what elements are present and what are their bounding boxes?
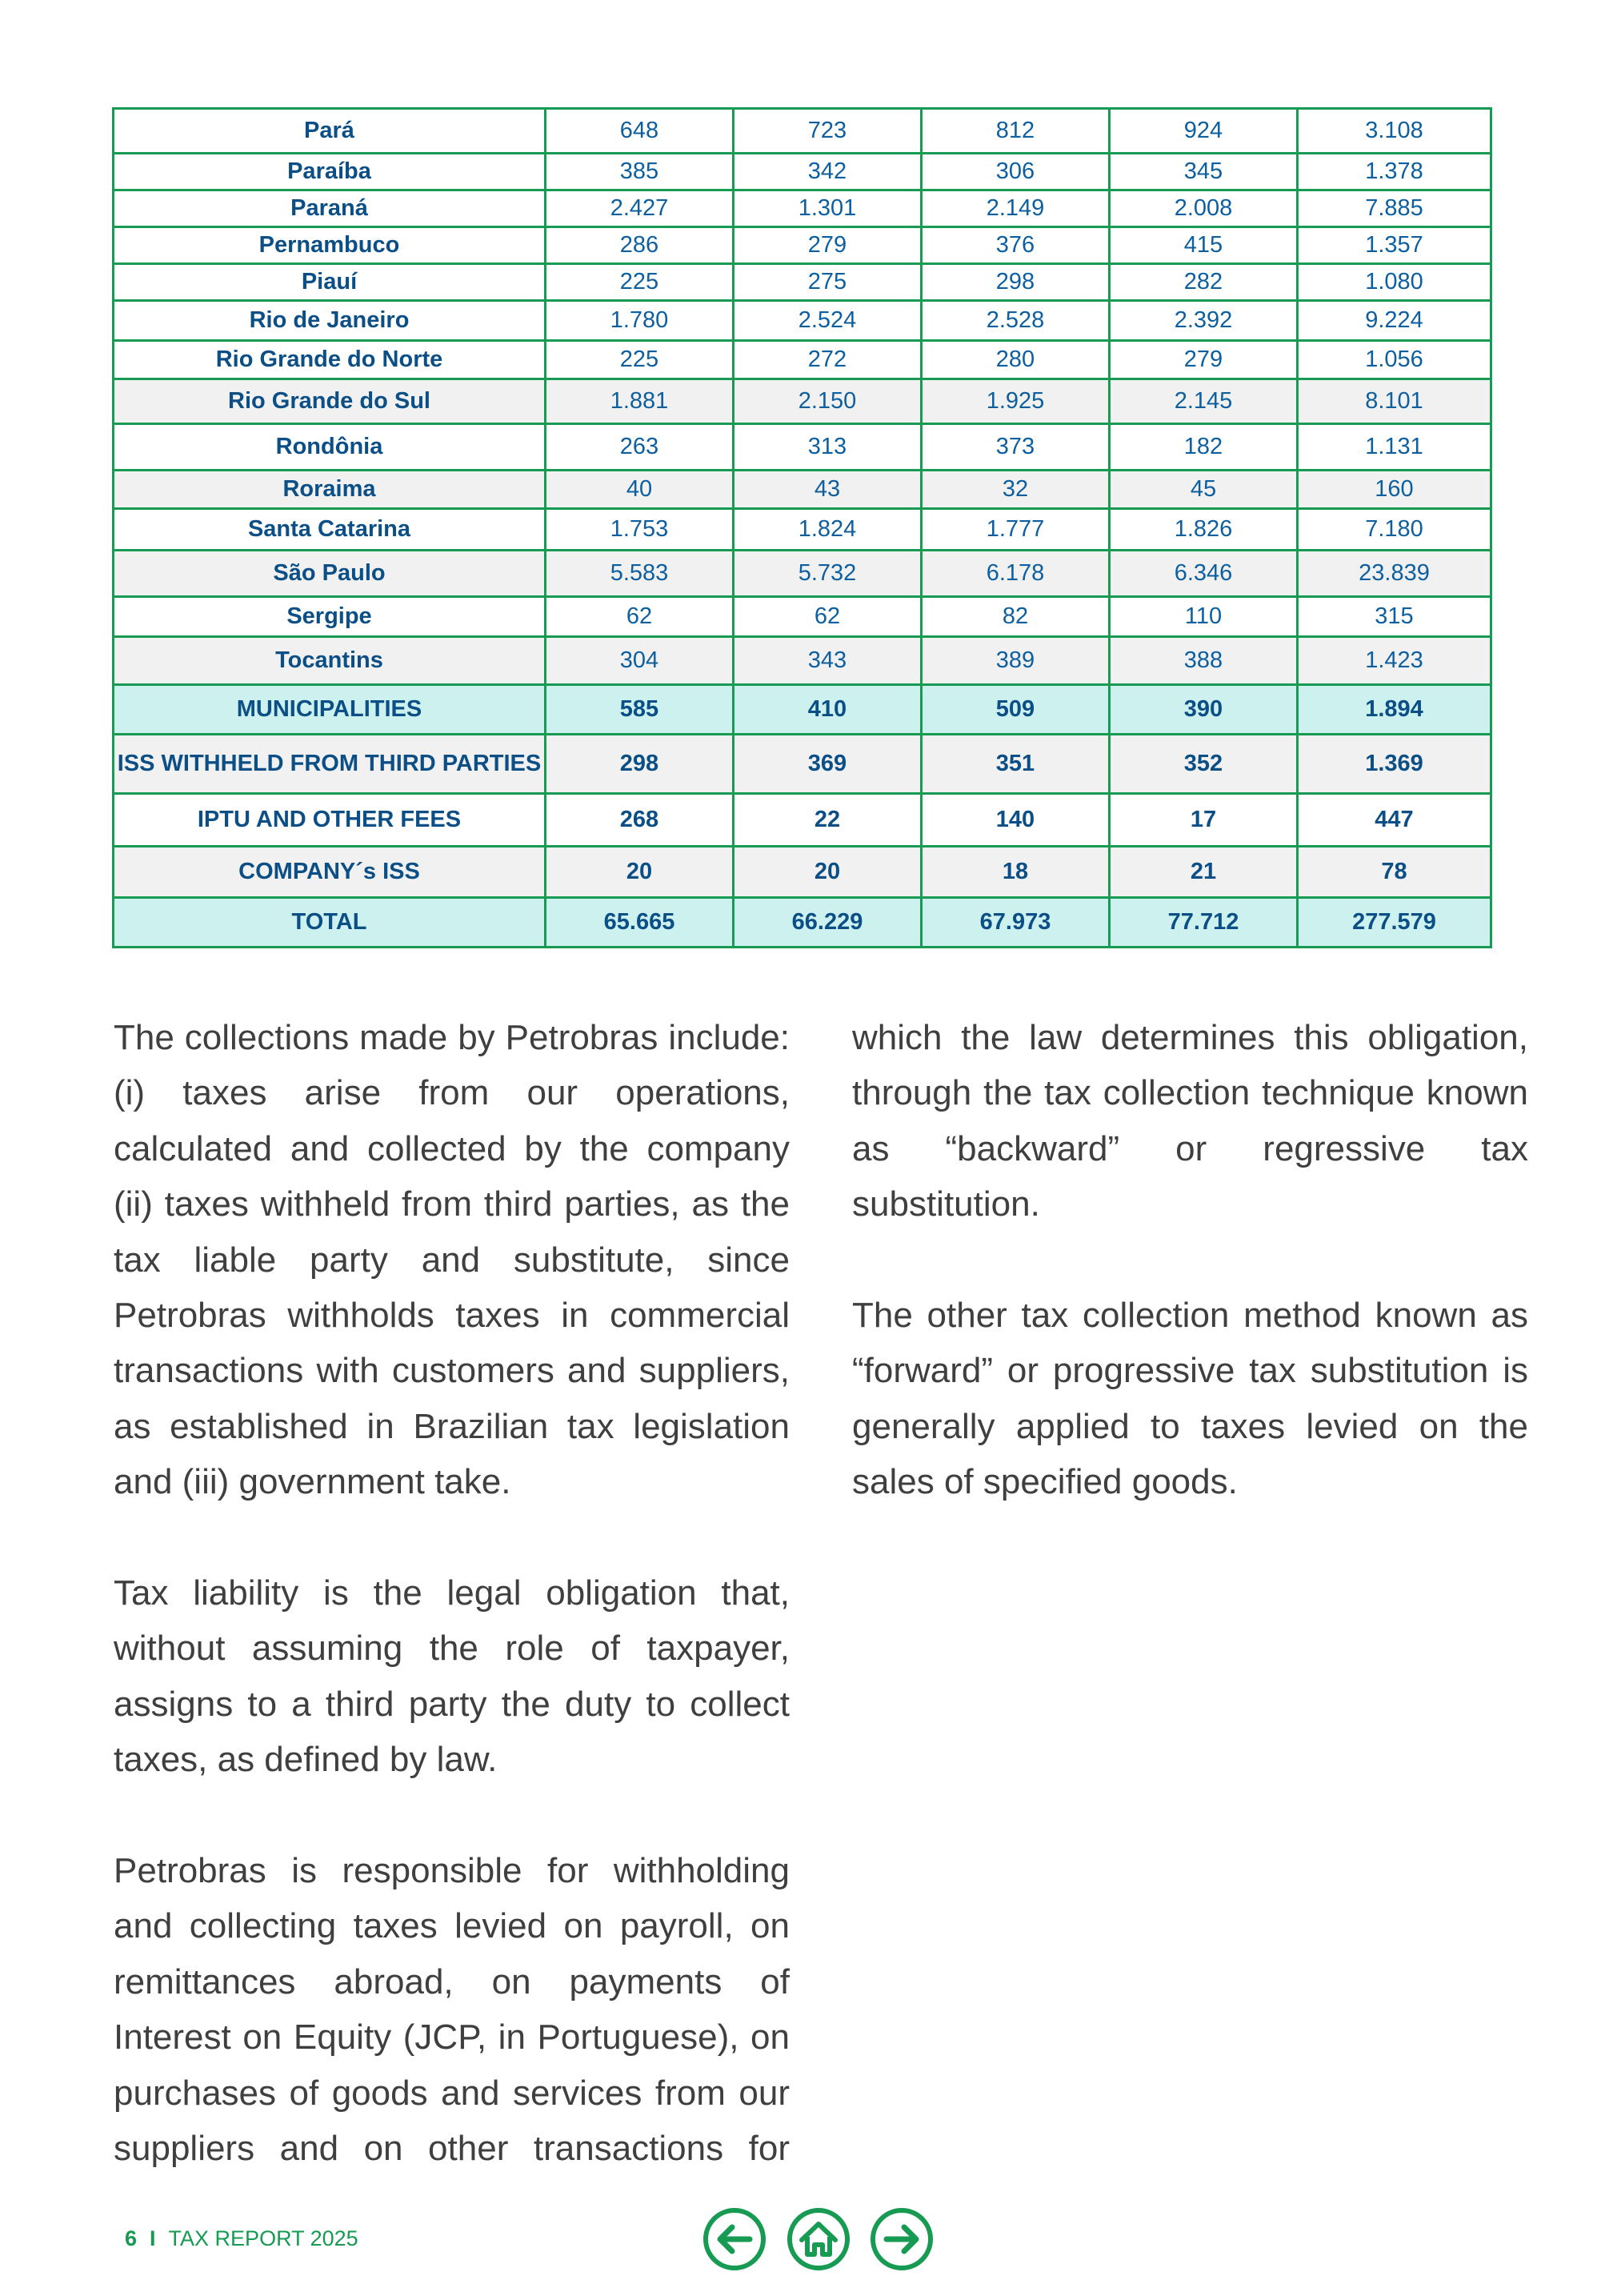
value-cell: 67.973 [922,898,1110,948]
value-cell: 2.528 [922,301,1110,341]
table-row [114,301,1491,341]
state-name-cell: Pará [114,109,546,154]
state-name-cell: São Paulo [114,551,546,597]
value-cell: 2.149 [922,190,1110,227]
value-cell: 279 [734,227,922,264]
table-row [114,637,1491,685]
value-cell: 21 [1110,847,1298,898]
table-row [114,154,1491,190]
home-icon[interactable] [786,2206,851,2272]
table-row [114,551,1491,597]
value-cell: 585 [546,685,734,735]
value-cell: 272 [734,341,922,379]
value-cell: 345 [1110,154,1298,190]
value-cell: 66.229 [734,898,922,948]
value-cell: 1.056 [1298,341,1491,379]
paragraph-forward-substitution: The other tax collection method known as “forward” or progressive tax substitution is generally applied to taxes levied on the sales of specified goods. [852,1296,1528,1502]
value-cell: 298 [546,735,734,794]
value-cell: 3.108 [1298,109,1491,154]
state-name-cell: Roraima [114,471,546,509]
paragraph-backward-substitution: which the law determines this obligation, through the tax collection technique known as “backward” or regressive tax substitution. [852,1018,1528,1224]
value-cell: 225 [546,341,734,379]
value-cell: 5.732 [734,551,922,597]
value-cell: 2.145 [1110,379,1298,424]
arrow-left-icon[interactable] [702,2206,767,2272]
footer-separator: I [150,2226,156,2250]
body-text-right-column [852,1010,1528,1565]
value-cell: 2.008 [1110,190,1298,227]
value-cell: 447 [1298,794,1491,847]
value-cell: 18 [922,847,1110,898]
value-cell: 1.826 [1110,509,1298,551]
value-cell: 352 [1110,735,1298,794]
table-row [114,227,1491,264]
value-cell: 5.583 [546,551,734,597]
value-cell: 1.357 [1298,227,1491,264]
value-cell: 1.378 [1298,154,1491,190]
state-name-cell: Paraíba [114,154,546,190]
value-cell: 23.839 [1298,551,1491,597]
value-cell: 282 [1110,264,1298,301]
value-cell: 315 [1298,597,1491,637]
paragraph-collections: The collections made by Petrobras include: (i) taxes arise from our operations, calculated and collected by the company (ii) taxes withheld from third parties, as the tax liable party and substitute, since Petrobras withholds taxes in commercial transactions with customers and suppliers, as established in Brazilian tax legislation and (iii) government take. [114,1018,790,1502]
value-cell: 7.180 [1298,509,1491,551]
value-cell: 62 [734,597,922,637]
value-cell: 1.301 [734,190,922,227]
value-cell: 65.665 [546,898,734,948]
value-cell: 45 [1110,471,1298,509]
state-name-cell: Tocantins [114,637,546,685]
value-cell: 9.224 [1298,301,1491,341]
value-cell: 279 [1110,341,1298,379]
value-cell: 78 [1298,847,1491,898]
value-cell: 1.753 [546,509,734,551]
value-cell: 160 [1298,471,1491,509]
state-name-cell: Rondônia [114,424,546,471]
value-cell: 6.346 [1110,551,1298,597]
summary-row [114,794,1491,847]
value-cell: 20 [546,847,734,898]
state-name-cell: Rio Grande do Sul [114,379,546,424]
summary-label-cell: MUNICIPALITIES [114,685,546,735]
summary-label-cell: COMPANY´s ISS [114,847,546,898]
table-row [114,509,1491,551]
summary-label-cell: ISS WITHHELD FROM THIRD PARTIES [114,735,546,794]
value-cell: 385 [546,154,734,190]
value-cell: 304 [546,637,734,685]
value-cell: 8.101 [1298,379,1491,424]
value-cell: 62 [546,597,734,637]
value-cell: 509 [922,685,1110,735]
state-name-cell: Rio de Janeiro [114,301,546,341]
value-cell: 342 [734,154,922,190]
value-cell: 390 [1110,685,1298,735]
table-row [114,341,1491,379]
value-cell: 388 [1110,637,1298,685]
value-cell: 268 [546,794,734,847]
value-cell: 2.427 [546,190,734,227]
table-row [114,379,1491,424]
state-name-cell: Sergipe [114,597,546,637]
value-cell: 1.925 [922,379,1110,424]
value-cell: 1.894 [1298,685,1491,735]
value-cell: 376 [922,227,1110,264]
value-cell: 2.524 [734,301,922,341]
value-cell: 1.777 [922,509,1110,551]
value-cell: 812 [922,109,1110,154]
value-cell: 1.780 [546,301,734,341]
value-cell: 389 [922,637,1110,685]
summary-label-cell: IPTU AND OTHER FEES [114,794,546,847]
value-cell: 82 [922,597,1110,637]
value-cell: 277.579 [1298,898,1491,948]
value-cell: 306 [922,154,1110,190]
value-cell: 286 [546,227,734,264]
value-cell: 110 [1110,597,1298,637]
paragraph-withholding: Petrobras is responsible for withholding and collecting taxes levied on payroll, on remittances abroad, on payments of Interest on Equity (JCP, in Portuguese), on purchases of goods and services from our suppliers and on other transactions for [114,1851,790,2169]
value-cell: 2.392 [1110,301,1298,341]
value-cell: 410 [734,685,922,735]
state-name-cell: Paraná [114,190,546,227]
value-cell: 1.080 [1298,264,1491,301]
value-cell: 723 [734,109,922,154]
value-cell: 415 [1110,227,1298,264]
value-cell: 263 [546,424,734,471]
state-name-cell: Piauí [114,264,546,301]
value-cell: 2.150 [734,379,922,424]
summary-row [114,735,1491,794]
value-cell: 1.824 [734,509,922,551]
value-cell: 1.423 [1298,637,1491,685]
state-name-cell: Pernambuco [114,227,546,264]
table-row [114,109,1491,154]
summary-row [114,898,1491,948]
paragraph-tax-liability: Tax liability is the legal obligation that, without assuming the role of taxpayer, assigns to a third party the duty to collect taxes, as defined by law. [114,1573,790,1780]
value-cell: 648 [546,109,734,154]
table-row [114,471,1491,509]
value-cell: 20 [734,847,922,898]
value-cell: 1.369 [1298,735,1491,794]
body-text-left-column [114,1010,790,2232]
value-cell: 924 [1110,109,1298,154]
table-row [114,597,1491,637]
value-cell: 280 [922,341,1110,379]
table-row [114,190,1491,227]
value-cell: 32 [922,471,1110,509]
table-row [114,264,1491,301]
value-cell: 22 [734,794,922,847]
value-cell: 182 [1110,424,1298,471]
value-cell: 373 [922,424,1110,471]
value-cell: 1.131 [1298,424,1491,471]
value-cell: 369 [734,735,922,794]
value-cell: 40 [546,471,734,509]
summary-row [114,685,1491,735]
value-cell: 7.885 [1298,190,1491,227]
page-footer [125,2226,358,2251]
state-name-cell: Rio Grande do Norte [114,341,546,379]
value-cell: 6.178 [922,551,1110,597]
value-cell: 225 [546,264,734,301]
report-title: TAX REPORT 2025 [168,2226,358,2250]
value-cell: 343 [734,637,922,685]
summary-label-cell: TOTAL [114,898,546,948]
value-cell: 298 [922,264,1110,301]
state-name-cell: Santa Catarina [114,509,546,551]
value-cell: 351 [922,735,1110,794]
tax-collection-table [112,107,1492,948]
value-cell: 313 [734,424,922,471]
arrow-right-icon[interactable] [869,2206,935,2272]
value-cell: 275 [734,264,922,301]
value-cell: 17 [1110,794,1298,847]
table-row [114,424,1491,471]
summary-row [114,847,1491,898]
page-number: 6 [125,2226,138,2250]
value-cell: 43 [734,471,922,509]
value-cell: 77.712 [1110,898,1298,948]
value-cell: 140 [922,794,1110,847]
value-cell: 1.881 [546,379,734,424]
